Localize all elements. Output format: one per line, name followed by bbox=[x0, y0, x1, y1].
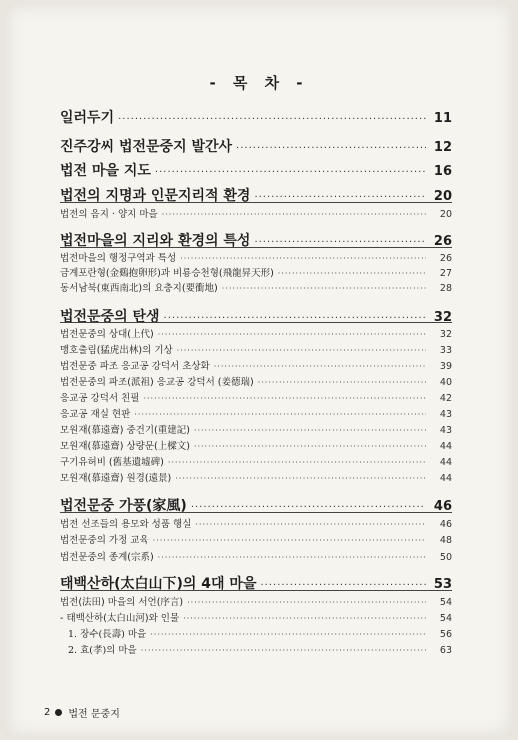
dot-leader bbox=[258, 378, 426, 387]
bullet-icon bbox=[55, 709, 62, 716]
dot-leader bbox=[162, 210, 426, 219]
footer-title: 법전 문중지 bbox=[68, 709, 120, 720]
dot-leader bbox=[214, 362, 426, 371]
toc-entry[interactable] bbox=[60, 206, 452, 220]
section-rule bbox=[60, 512, 452, 513]
toc-entry-label: 모원재(慕遠齋) 원경(遠景) bbox=[60, 473, 172, 484]
toc-entry[interactable] bbox=[60, 454, 452, 468]
toc-entry[interactable] bbox=[60, 438, 452, 452]
toc-entry-label: 법전의 지명과 인문지리적 환경 bbox=[60, 188, 251, 204]
toc-entry[interactable] bbox=[60, 280, 452, 294]
toc-entry-label: - 태백산하(太白山河)와 인물 bbox=[60, 613, 180, 624]
toc-entry-page: 11 bbox=[433, 111, 452, 126]
dot-leader bbox=[150, 630, 426, 639]
toc-entry[interactable] bbox=[60, 422, 452, 436]
toc-entry-label: 구기유허비 (舊基遺墟碑) bbox=[60, 457, 164, 468]
section-rule bbox=[60, 202, 452, 203]
toc-entry[interactable] bbox=[60, 532, 452, 546]
toc-entry-page: 46 bbox=[433, 499, 452, 514]
toc-entry[interactable] bbox=[60, 250, 452, 264]
dot-leader bbox=[222, 284, 426, 293]
toc-entry-page: 54 bbox=[439, 597, 452, 608]
dot-leader bbox=[168, 458, 426, 467]
toc-entry-label: 법전마을의 지리와 환경의 특성 bbox=[60, 233, 251, 249]
dot-leader bbox=[177, 346, 426, 355]
dot-leader bbox=[141, 646, 426, 655]
toc-entry[interactable] bbox=[60, 594, 452, 608]
toc-entry[interactable] bbox=[60, 306, 452, 326]
toc-entry-label: 모원재(慕遠齋) 중건기(重建記) bbox=[60, 425, 190, 436]
dot-leader bbox=[194, 426, 426, 435]
toc-entry-label: 법전문중의 종계(宗系) bbox=[60, 552, 154, 563]
toc-entry-page: 63 bbox=[439, 645, 452, 656]
toc-entry-page: 46 bbox=[439, 519, 452, 530]
toc-entry[interactable] bbox=[60, 390, 452, 404]
toc-entry-label: 일러두기 bbox=[60, 110, 115, 126]
toc-entry-page: 50 bbox=[439, 552, 452, 563]
toc-entry-page: 27 bbox=[439, 268, 452, 279]
toc-entry[interactable] bbox=[60, 160, 452, 180]
toc-entry-label: 법전문중의 탄생 bbox=[60, 309, 160, 325]
toc-entry-page: 44 bbox=[439, 457, 452, 468]
toc-entry[interactable] bbox=[60, 342, 452, 356]
toc-entry[interactable] bbox=[60, 326, 452, 340]
toc-entry-label: 법전문중의 가정 교육 bbox=[60, 535, 149, 546]
toc-entry-label: 금계포란형(金鷄抱卵形)과 비룡승천형(飛龍昇天形) bbox=[60, 268, 274, 279]
toc-entry-page: 56 bbox=[439, 629, 452, 640]
toc-entry-label: 맹호출림(猛虎出林)의 기상 bbox=[60, 345, 173, 356]
toc-entry-label: 법전문중 파조 응교공 강덕서 초상화 bbox=[60, 361, 210, 372]
dot-leader bbox=[118, 114, 426, 125]
toc-entry[interactable] bbox=[60, 136, 452, 156]
toc-entry-page: 53 bbox=[433, 577, 452, 592]
dot-leader bbox=[143, 394, 426, 403]
toc-entry-label: 법전 마을 지도 bbox=[60, 163, 151, 179]
dot-leader bbox=[195, 520, 426, 529]
toc-entry-page: 42 bbox=[439, 393, 452, 404]
toc-entry-label: 태백산하(太白山下)의 4대 마을 bbox=[60, 576, 257, 592]
toc-entry[interactable] bbox=[60, 516, 452, 530]
toc-entry-page: 12 bbox=[433, 140, 452, 155]
dot-leader bbox=[194, 442, 426, 451]
toc-entry-page: 43 bbox=[439, 409, 452, 420]
toc-entry[interactable] bbox=[60, 265, 452, 279]
toc-entry[interactable] bbox=[60, 358, 452, 372]
toc-entry-page: 48 bbox=[439, 535, 452, 546]
toc-entry-label: 2. 효(孝)의 마을 bbox=[68, 645, 137, 656]
toc-entry-label: 법전(法田) 마을의 서언(序言) bbox=[60, 597, 184, 608]
toc-entry-page: 40 bbox=[439, 377, 452, 388]
dot-leader bbox=[153, 536, 426, 545]
toc-entry-label: 법전문중의 파조(派祖) 응교공 강덕서 (姜德瑞) bbox=[60, 377, 254, 388]
dot-leader bbox=[180, 254, 426, 263]
toc-entry[interactable] bbox=[60, 374, 452, 388]
page-footer bbox=[44, 705, 120, 720]
dot-leader bbox=[278, 269, 426, 278]
section-rule bbox=[60, 247, 452, 248]
dot-leader bbox=[158, 553, 426, 562]
toc-entry-page: 43 bbox=[439, 425, 452, 436]
toc-entry-label: 동서남북(東西南北)의 요충지(要衝地) bbox=[60, 283, 218, 294]
toc-entry[interactable] bbox=[60, 406, 452, 420]
toc-entry-label: 응교공 재실 현판 bbox=[60, 409, 131, 420]
dot-leader bbox=[175, 474, 426, 483]
toc-entry-page: 44 bbox=[439, 473, 452, 484]
toc-entry-page: 54 bbox=[439, 613, 452, 624]
toc-entry-label: 1. 장수(長壽) 마을 bbox=[68, 629, 147, 640]
toc-entry-label: 응교공 강덕서 친필 bbox=[60, 393, 140, 404]
dot-leader bbox=[155, 167, 426, 178]
toc-entry[interactable] bbox=[60, 642, 452, 656]
section-rule bbox=[60, 322, 452, 323]
toc-entry-label: 법전의 음지 · 양지 마을 bbox=[60, 209, 158, 220]
toc-entry[interactable] bbox=[60, 470, 452, 484]
toc-entry-page: 39 bbox=[439, 361, 452, 372]
dot-leader bbox=[158, 330, 426, 339]
toc-entry-label: 진주강씨 법전문중지 발간사 bbox=[60, 139, 233, 155]
dot-leader bbox=[236, 143, 426, 154]
toc-entry-page: 26 bbox=[439, 253, 452, 264]
toc-entry-page: 44 bbox=[439, 441, 452, 452]
toc-entry-label: 법전문중 가풍(家風) bbox=[60, 498, 187, 514]
toc-entry-label: 법전 선조들의 용모와 성품 행실 bbox=[60, 519, 192, 530]
toc-entry-page: 26 bbox=[433, 234, 452, 249]
dot-leader bbox=[187, 598, 426, 607]
toc-entry-page: 20 bbox=[433, 189, 452, 204]
toc-entry-page: 20 bbox=[439, 209, 452, 220]
toc-entry-page: 32 bbox=[439, 329, 452, 340]
toc-entry-page: 32 bbox=[433, 310, 452, 325]
toc-entry-page: 28 bbox=[439, 283, 452, 294]
toc-entry[interactable] bbox=[60, 107, 452, 127]
dot-leader bbox=[183, 614, 426, 623]
toc-title: - 목 차 - bbox=[209, 74, 309, 92]
toc-entry-label: 법전마을의 행정구역과 특성 bbox=[60, 253, 177, 264]
toc-entry-page: 16 bbox=[433, 164, 452, 179]
toc-entry-label: 모원재(慕遠齋) 상량문(上樑文) bbox=[60, 441, 190, 452]
footer-page-number: 2 bbox=[44, 707, 51, 718]
section-rule bbox=[60, 590, 452, 591]
dot-leader bbox=[134, 410, 426, 419]
toc-entry[interactable] bbox=[60, 610, 452, 624]
toc-entry[interactable] bbox=[60, 549, 452, 563]
toc-entry-label: 법전문중의 상대(上代) bbox=[60, 329, 154, 340]
toc-entry-page: 33 bbox=[439, 345, 452, 356]
toc-entry[interactable] bbox=[60, 626, 452, 640]
